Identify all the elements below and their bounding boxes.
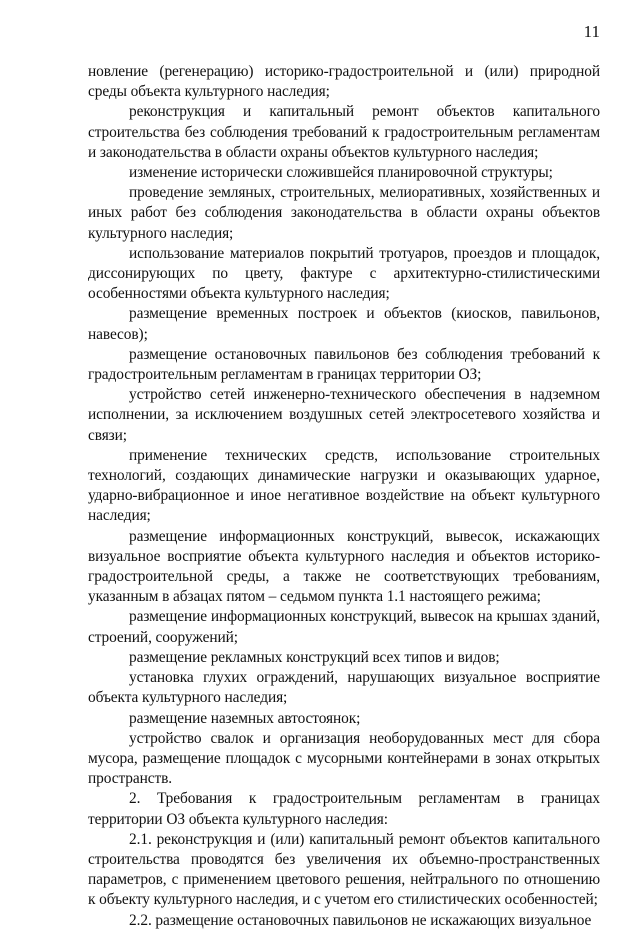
document-body: [88, 62, 600, 931]
paragraph-continuation: новление (регенерацию) историко-градостроительной и (или) природной среды объекта культурного наследия;: [88, 63, 600, 101]
paragraph: реконструкция и капитальный ремонт объектов капитального строительства без соблюдения требований к градостроительным регламентам и законодательства в области охраны объектов культурного наследия;: [88, 103, 600, 161]
section-heading-paragraph: 2. Требования к градостроительным регламентам в границах территории ОЗ объекта культурного наследия:: [88, 790, 600, 828]
paragraph: размещение наземных автостоянок;: [129, 709, 361, 727]
paragraph: размещение информационных конструкций, вывесок, искажающих визуальное восприятие объекта культурного наследия и объектов историко-градостроительной среды, а также не соответствующих требованиям, указанным в абзацах пятом – седьмом пункта 1.1 настоящего режима;: [88, 527, 600, 606]
paragraph: установка глухих ограждений, нарушающих визуальное восприятие объекта культурного наследия;: [88, 669, 600, 707]
paragraph: размещение временных построек и объектов (киосков, павильонов, навесов);: [88, 305, 600, 343]
paragraph: использование материалов покрытий тротуаров, проездов и площадок, диссонирующих по цвету, фактуре с архитектурно-стилистическими особенностями объекта культурного наследия;: [88, 244, 600, 303]
paragraph: применение технических средств, использование строительных технологий, создающих динамические нагрузки и оказывающих ударное, ударно-вибрационное и иное негативное воздействие на объект культурного наследия;: [88, 446, 600, 525]
page-number: 11: [583, 22, 600, 41]
paragraph: размещение остановочных павильонов без соблюдения требований к градостроительным регламентам в границах территории ОЗ;: [88, 345, 600, 384]
paragraph: устройство сетей инженерно-технического обеспечения в надземном исполнении, за исключением воздушных сетей электросетевого хозяйства и связи;: [88, 386, 600, 444]
paragraph: устройство свалок и организация необорудованных мест для сбора мусора, размещение площадок с мусорными контейнерами в зонах открытых пространств.: [88, 729, 600, 788]
paragraph: размещение рекламных конструкций всех типов и видов;: [129, 648, 500, 666]
paragraph: проведение земляных, строительных, мелиоративных, хозяйственных и иных работ без соблюдения законодательства в области охраны объектов культурного наследия;: [88, 184, 600, 242]
subsection-paragraph: 2.1. реконструкция и (или) капитальный ремонт объектов капитального строительства проводятся без увеличения их объемно-пространственных параметров, с применением цветового решения, нейтрального по отношению к объекту культурного наследия, и с учетом его стилистических особенностей;: [88, 830, 600, 909]
subsection-paragraph: 2.2. размещение остановочных павильонов не искажающих визуальное: [129, 911, 592, 929]
paragraph: размещение информационных конструкций, вывесок на крышах зданий, строений, сооружений;: [88, 608, 600, 646]
paragraph: изменение исторически сложившейся планировочной структуры;: [129, 164, 553, 182]
